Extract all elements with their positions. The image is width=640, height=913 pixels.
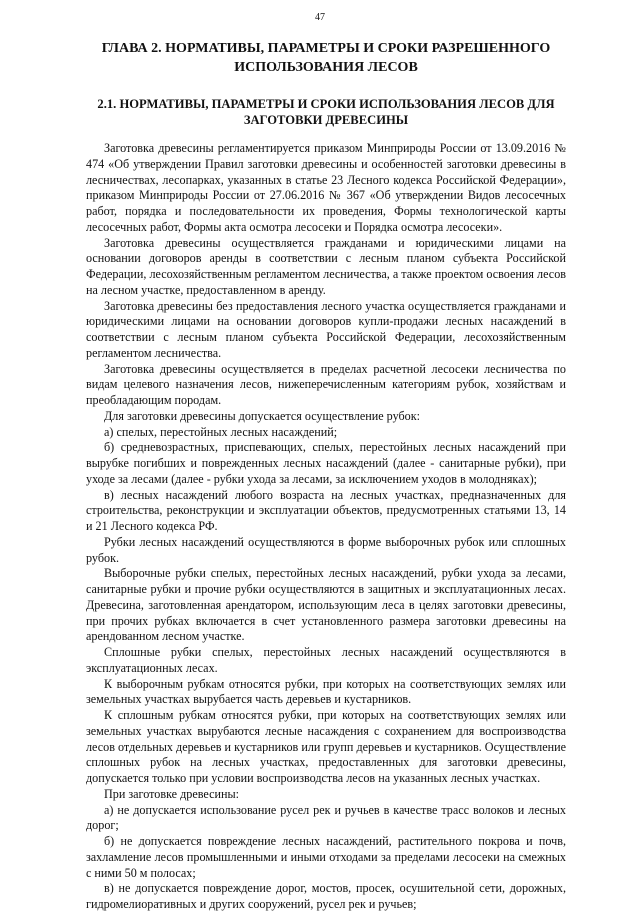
list-item: а) спелых, перестойных лесных насаждений;	[104, 424, 338, 439]
body-text	[86, 141, 566, 913]
paragraph: К выборочным рубкам относятся рубки, при которых на соответствующих землях или земельных участках вырубается часть деревьев и кустарников.	[86, 676, 566, 707]
paragraph: Рубки лесных насаждений осуществляются в форме выборочных рубок или сплошных рубок.	[86, 534, 566, 565]
list-item: в) лесных насаждений любого возраста на лесных участках, предназначенных для строительства, реконструкции и эксплуатации объектов, предусмотренных статьями 13, 14 и 21 Лесного кодекса РФ.	[86, 487, 566, 533]
paragraph: К сплошным рубкам относятся рубки, при которых на соответствующих землях или земельных участках вырубаются лесные насаждения с сохранением для воспроизводства лесов отдельных деревьев и кустарников или групп деревьев и кустарников. Осуществление сплошных рубок на лесных участках, предоставленных для заготовки древесины, допускается только при условии воспроизводства лесов на указанных лесных участках.	[86, 708, 566, 785]
paragraph: Заготовка древесины регламентируется приказом Минприроды России от 13.09.2016 № 474 «Об утверждении Правил заготовки древесины и особенностей заготовки древесины в лесничествах, лесопарках, указанных в статье 23 Лесного кодекса Российской Федерации», приказом Минприроды России от 27.06.2016 № 367 «Об утверждении Видов лесосечных работ, порядка и последовательности их проведения, Формы технологической карты лесосечных работ, Формы акта осмотра лесосеки и Порядка осмотра лесосеки».	[86, 141, 566, 234]
chapter-title: ГЛАВА 2. НОРМАТИВЫ, ПАРАМЕТРЫ И СРОКИ РАЗРЕШЕННОГО ИСПОЛЬЗОВАНИЯ ЛЕСОВ	[101, 41, 551, 75]
paragraph: Выборочные рубки спелых, перестойных лесных насаждений, рубки ухода за лесами, санитарные рубки и прочие рубки осуществляются в защитных и эксплуатационных лесах. Древесина, заготовленная арендатором, использующим леса в целях заготовки древесины, при прочих рубках включается в счет установленного размера заготовки древесины на арендованном лесном участке.	[86, 566, 566, 644]
paragraph: Сплошные рубки спелых, перестойных лесных насаждений осуществляются в эксплуатационных лесах.	[86, 645, 566, 675]
paragraph: Заготовка древесины осуществляется гражданами и юридическими лицами на основании договоров аренды в соответствии с лесным планом субъекта Российской Федерации, лесохозяйственным регламентом лесничества, а также проектом освоения лесов на лесном участке, предоставленном в аренду.	[86, 235, 566, 297]
list-item: б) не допускается повреждение лесных насаждений, растительного покрова и почв, захламление лесов промышленными и иными отходами за пределами лесосеки на смежных с ними 50 м полосах;	[86, 834, 566, 880]
paragraph: Для заготовки древесины допускается осуществление рубок:	[104, 408, 421, 423]
paragraph: При заготовке древесины:	[104, 786, 240, 801]
section-title: 2.1. НОРМАТИВЫ, ПАРАМЕТРЫ И СРОКИ ИСПОЛЬЗОВАНИЯ ЛЕСОВ ДЛЯ ЗАГОТОВКИ ДРЕВЕСИНЫ	[97, 97, 555, 127]
paragraph: Заготовка древесины осуществляется в пределах расчетной лесосеки лесничества по видам целевого назначения лесов, нижеперечисленным категориям рубок, хозяйствам и преобладающим породам.	[86, 361, 566, 407]
list-item: б) средневозрастных, приспевающих, спелых, перестойных лесных насаждений при вырубке погибших и поврежденных лесных насаждений (далее - санитарные рубки), при уходе за лесами (далее - рубки ухода за лесами, за исключением уходов в молодняках);	[86, 440, 566, 486]
list-item: в) не допускается повреждение дорог, мостов, просек, осушительной сети, дорожных, гидромелиоративных и других сооружений, русел рек и ручьев;	[86, 881, 566, 911]
paragraph: Заготовка древесины без предоставления лесного участка осуществляется гражданами и юридическими лицами на основании договоров купли-продажи лесных насаждений в соответствии с лесным планом субъекта Российской Федерации, лесохозяйственным регламентом лесничества.	[86, 298, 566, 360]
list-item: а) не допускается использование русел рек и ручьев в качестве трасс волоков и лесных дорог;	[86, 802, 566, 833]
page-number: 47	[315, 12, 325, 23]
